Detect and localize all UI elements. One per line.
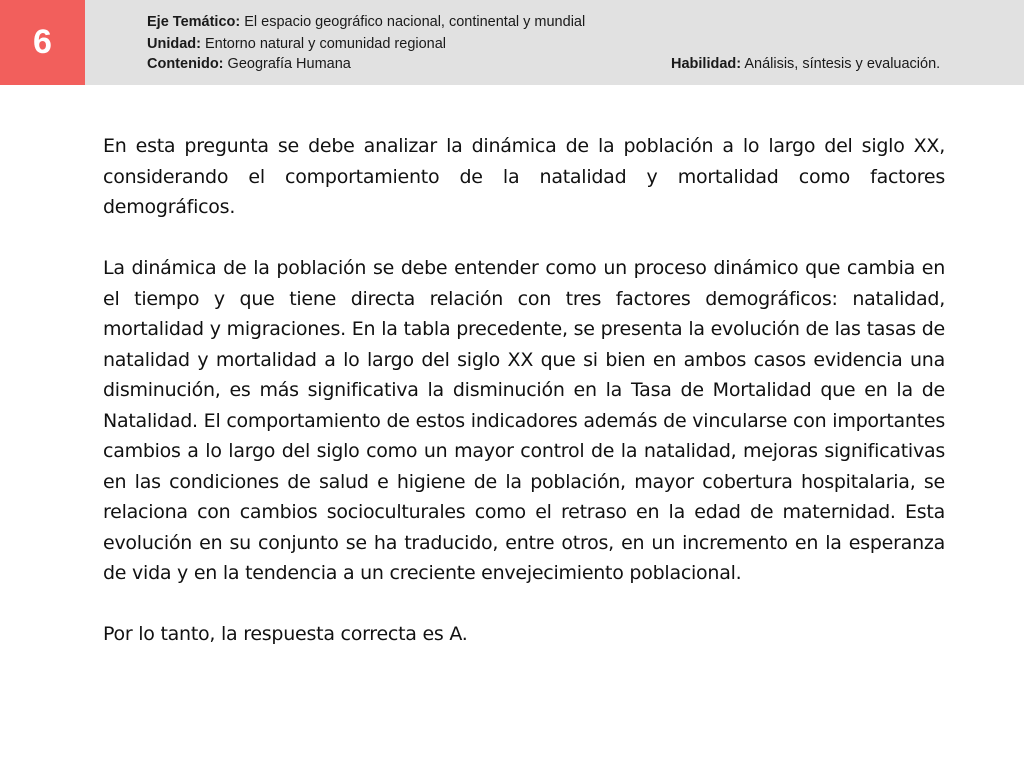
unidad-value: Entorno natural y comunidad regional xyxy=(205,36,447,52)
habilidad-label: Habilidad: xyxy=(671,56,742,72)
header-bar xyxy=(0,0,1024,85)
contenido xyxy=(147,57,351,72)
eje-label: Eje Temático: xyxy=(147,14,241,30)
question-number: 6 xyxy=(33,23,52,61)
contenido-value: Geografía Humana xyxy=(227,56,351,72)
habilidad-value: Análisis, síntesis y evaluación. xyxy=(744,56,941,72)
paragraph-answer: Por lo tanto, la respuesta correcta es A. xyxy=(103,623,468,645)
contenido-label: Contenido: xyxy=(147,56,224,72)
eje-tematico xyxy=(147,15,585,30)
paragraph-analysis: La dinámica de la población se debe entender como un proceso dinámico que cambia en el tiempo y que tiene directa relación con tres factores demográficos: natalidad, mortalidad y migraciones. En la tabla precedente, se presenta la evolución de las tasas de natalidad y mortalidad a lo largo del siglo XX que si bien en ambos casos evidencia una disminución, es más significativa la disminución en la Tasa de Mortalidad que en la de Natalidad. El comportamiento de estos indicadores además de vincularse con importantes cambios a lo largo del siglo como un mayor control de la natalidad, mejoras significativas en las condiciones de salud e higiene de la población, mayor cobertura hospitalaria, se relaciona con cambios socioculturales como el retraso en la edad de maternidad. Esta evolución en su conjunto se ha traducido, entre otros, en un incremento en la esperanza de vida y en la tendencia a un creciente envejecimiento poblacional. xyxy=(103,257,945,584)
eje-value: El espacio geográfico nacional, continental y mundial xyxy=(244,14,586,30)
paragraph-intro: En esta pregunta se debe analizar la dinámica de la población a lo largo del siglo XX, considerando el comportamiento de la natalidad y mortalidad como factores demográficos. xyxy=(103,135,945,218)
habilidad xyxy=(671,57,940,72)
explanation-body xyxy=(103,131,945,650)
unidad xyxy=(147,37,446,52)
unidad-label: Unidad: xyxy=(147,36,201,52)
question-number-badge xyxy=(0,0,85,85)
